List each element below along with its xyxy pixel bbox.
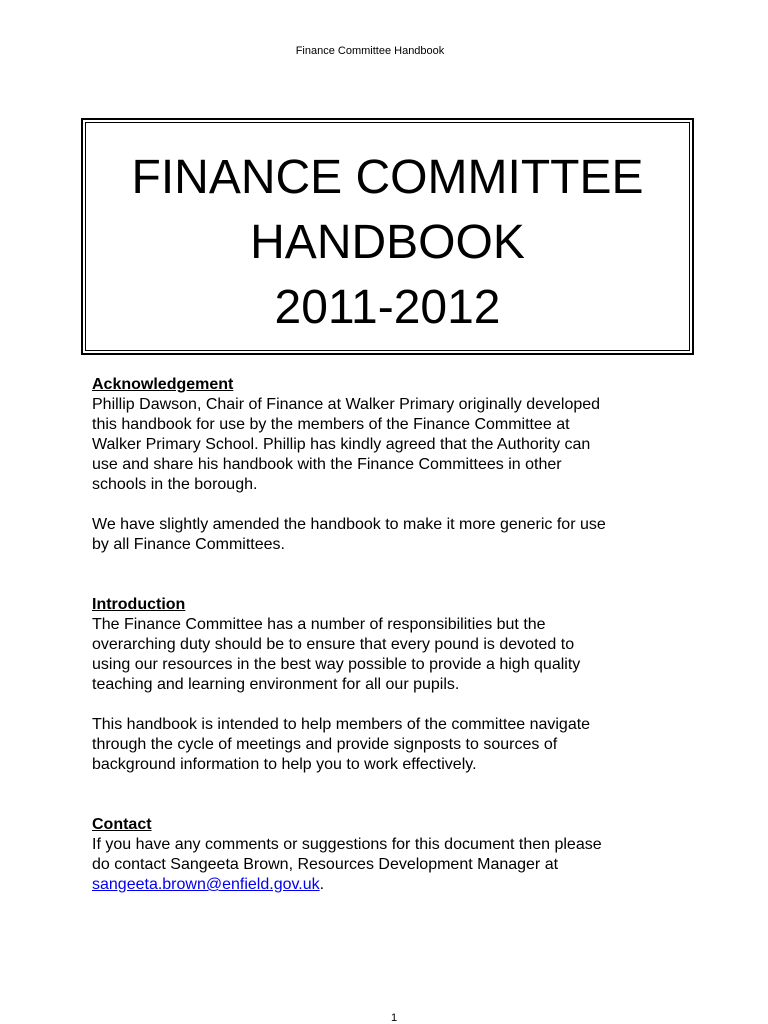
introduction-paragraph-2 bbox=[92, 715, 682, 775]
contact-heading: Contact bbox=[92, 816, 152, 833]
introduction-heading: Introduction bbox=[92, 596, 186, 613]
title-line-2: HANDBOOK bbox=[250, 216, 525, 269]
text-line: this handbook for use by the members of the Finance Committee at bbox=[92, 416, 570, 433]
contact-email-link[interactable]: sangeeta.brown@enfield.gov.uk bbox=[92, 876, 320, 893]
text-line: teaching and learning environment for all our pupils. bbox=[92, 676, 460, 693]
introduction-section bbox=[92, 595, 682, 775]
email-line bbox=[92, 875, 682, 895]
text-line: The Finance Committee has a number of responsibilities but the bbox=[92, 616, 546, 633]
title-box bbox=[81, 118, 694, 355]
title-line-1: FINANCE COMMITTEE bbox=[131, 151, 644, 204]
trailing-period: . bbox=[319, 876, 325, 893]
text-line: using our resources in the best way possible to provide a high quality bbox=[92, 656, 581, 673]
text-line: overarching duty should be to ensure that every pound is devoted to bbox=[92, 636, 575, 653]
text-line: schools in the borough. bbox=[92, 476, 258, 493]
text-line: This handbook is intended to help members of the committee navigate bbox=[92, 716, 591, 733]
acknowledgement-heading: Acknowledgement bbox=[92, 376, 234, 393]
text-line: We have slightly amended the handbook to make it more generic for use bbox=[92, 516, 606, 533]
contact-paragraph bbox=[92, 835, 682, 895]
text-line: through the cycle of meetings and provide signposts to sources of bbox=[92, 736, 558, 753]
text-line: Phillip Dawson, Chair of Finance at Walker Primary originally developed bbox=[92, 396, 601, 413]
text-line: background information to help you to work effectively. bbox=[92, 756, 477, 773]
acknowledgement-paragraph-1 bbox=[92, 395, 682, 495]
document-body bbox=[92, 375, 682, 895]
text-line: use and share his handbook with the Finance Committees in other bbox=[92, 456, 562, 473]
running-header: Finance Committee Handbook bbox=[295, 45, 445, 57]
title-line-3: 2011-2012 bbox=[274, 281, 501, 334]
page-number: 1 bbox=[390, 1012, 398, 1024]
introduction-paragraph-1 bbox=[92, 615, 682, 695]
acknowledgement-paragraph-2 bbox=[92, 515, 682, 555]
title-box-inner bbox=[85, 122, 690, 351]
contact-section bbox=[92, 815, 682, 895]
text-line: do contact Sangeeta Brown, Resources Development Manager at bbox=[92, 856, 559, 873]
text-line: by all Finance Committees. bbox=[92, 536, 285, 553]
text-line: If you have any comments or suggestions for this document then please bbox=[92, 836, 602, 853]
acknowledgement-section bbox=[92, 375, 682, 555]
text-line: Walker Primary School. Phillip has kindly agreed that the Authority can bbox=[92, 436, 591, 453]
